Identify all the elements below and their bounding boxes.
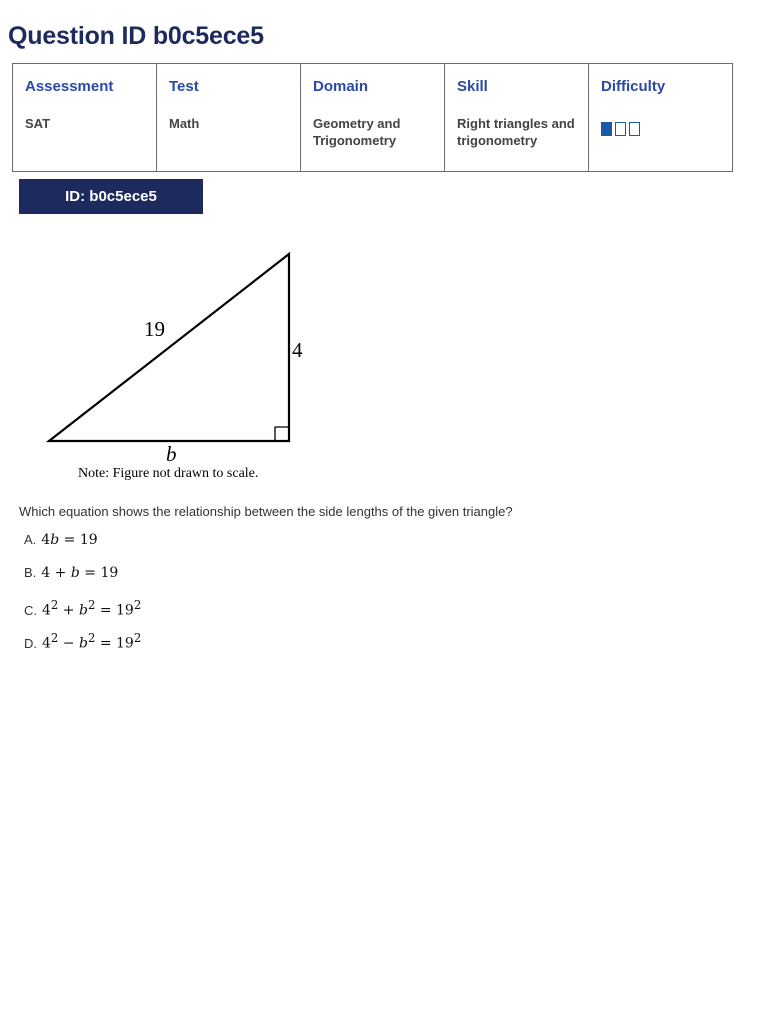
meta-header-domain: Domain <box>313 78 369 95</box>
meta-header-skill: Skill <box>457 78 488 95</box>
answer-choices <box>24 532 141 664</box>
hypotenuse-label: 19 <box>144 317 165 341</box>
difficulty-square <box>615 122 626 136</box>
difficulty-square <box>601 122 612 136</box>
meta-header-assessment: Assessment <box>25 78 114 95</box>
answer-choice-b[interactable] <box>24 565 141 598</box>
meta-cell-domain <box>301 64 445 172</box>
choice-equation: 4 + b = 19 <box>41 565 119 581</box>
meta-header-test: Test <box>169 78 199 95</box>
meta-value-test: Math <box>169 116 200 131</box>
meta-cell-assessment <box>13 64 157 172</box>
meta-value-domain: Geometry and Trigonometry <box>313 116 401 148</box>
answer-choice-a[interactable] <box>24 532 141 565</box>
question-id-badge: ID: b0c5ece5 <box>19 179 203 214</box>
right-triangle-figure <box>0 230 340 490</box>
answer-choice-c[interactable] <box>24 598 141 631</box>
choice-letter: C. <box>24 602 37 618</box>
right-angle-marker <box>275 427 289 441</box>
choice-letter: D. <box>24 635 37 651</box>
meta-header-difficulty: Difficulty <box>601 78 666 95</box>
difficulty-square <box>629 122 640 136</box>
question-text: Which equation shows the relationship between the side lengths of the given triangle? <box>19 504 513 519</box>
choice-equation: $4^2 + b^2 = 19^2$ <box>42 598 142 619</box>
meta-cell-test <box>157 64 301 172</box>
figure-note: Note: Figure not drawn to scale. <box>78 466 259 481</box>
meta-cell-difficulty <box>589 64 733 172</box>
meta-value-skill: Right triangles and trigonometry <box>457 116 575 148</box>
base-label: b <box>166 442 177 466</box>
page-title: Question ID b0c5ece5 <box>8 22 264 50</box>
choice-letter: A. <box>24 532 37 547</box>
meta-value-assessment: SAT <box>25 116 51 131</box>
difficulty-indicator <box>601 122 720 136</box>
choice-equation: 4b = 19 <box>41 532 98 548</box>
choice-equation: $4^2 - b^2 = 19^2$ <box>42 631 142 652</box>
triangle-shape <box>49 254 289 441</box>
question-meta-table <box>12 63 733 172</box>
leg-label: 4 <box>292 338 303 362</box>
answer-choice-d[interactable] <box>24 631 141 664</box>
choice-letter: B. <box>24 565 37 580</box>
meta-cell-skill <box>445 64 589 172</box>
